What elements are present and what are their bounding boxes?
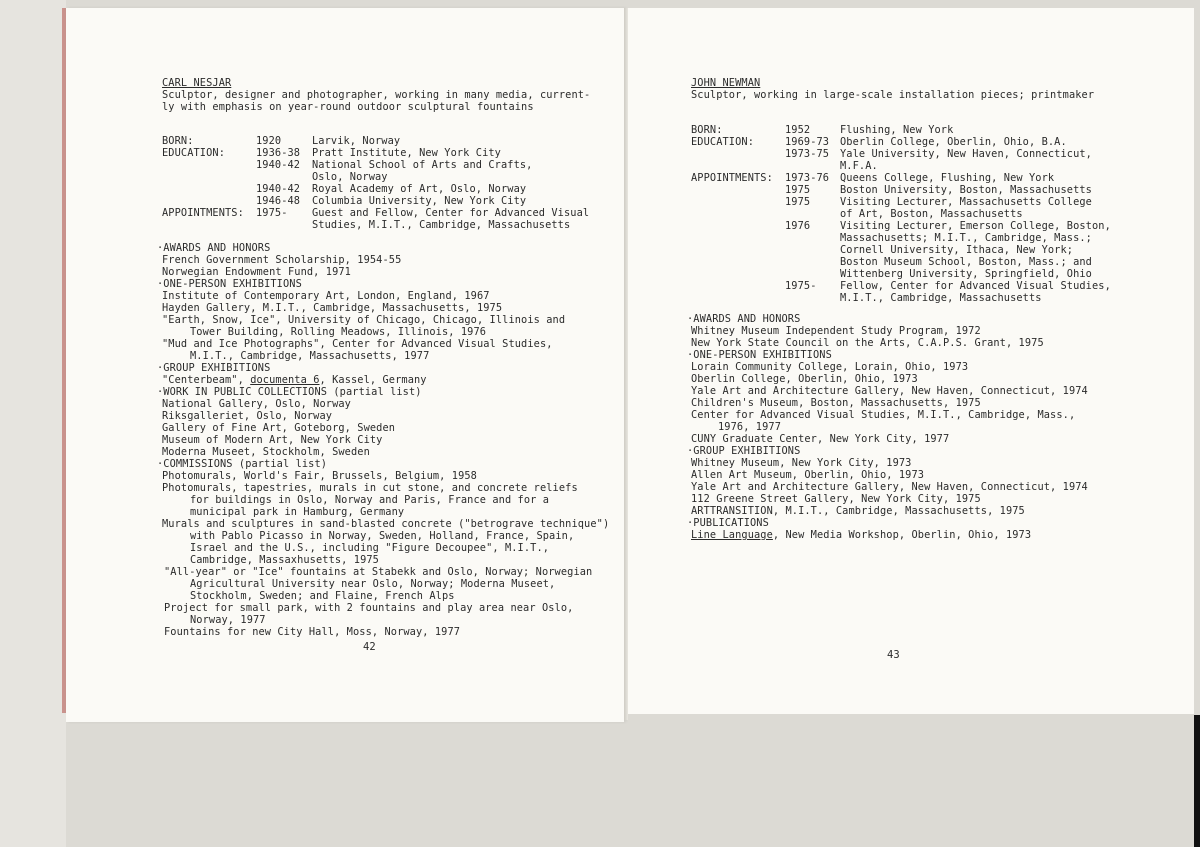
section-heading: ·ONE-PERSON EXHIBITIONS [157, 278, 302, 290]
artist-name: CARL NESJAR [162, 77, 232, 89]
section-heading: ·ONE-PERSON EXHIBITIONS [687, 349, 832, 361]
list-item: Museum of Modern Art, New York City [162, 434, 383, 446]
list-item-text: "Centerbeam", [162, 374, 251, 386]
list-item [162, 374, 427, 386]
list-item: Oberlin College, Oberlin, Ohio, 1973 [691, 373, 918, 385]
bio-text: M.F.A. [840, 160, 878, 172]
bio-year: 1976 [785, 220, 811, 232]
bio-text: Visiting Lecturer, Massachusetts College [840, 196, 1092, 208]
bio-text: Pratt Institute, New York City [312, 147, 501, 159]
list-item: Institute of Contemporary Art, London, England, 1967 [162, 290, 490, 302]
list-item: Riksgalleriet, Oslo, Norway [162, 410, 333, 422]
list-item: Yale Art and Architecture Gallery, New Haven, Connecticut, 1974 [691, 481, 1088, 493]
list-item-continuation: Norway, 1977 [190, 614, 266, 626]
bio-year: 1969-73 [785, 136, 830, 148]
page-left [66, 8, 624, 722]
section-heading: ·AWARDS AND HONORS [157, 242, 271, 254]
list-item: Center for Advanced Visual Studies, M.I.T., Cambridge, Mass., [691, 409, 1076, 421]
bio-year: 1975- [256, 207, 288, 219]
page-number: 42 [363, 641, 376, 653]
list-item: Photomurals, World's Fair, Brussels, Belgium, 1958 [162, 470, 477, 482]
bio-text: Fellow, Center for Advanced Visual Studies, [840, 280, 1111, 292]
bio-text: Royal Academy of Art, Oslo, Norway [312, 183, 527, 195]
bio-year: 1973-75 [785, 148, 830, 160]
bio-text: Massachusetts; M.I.T., Cambridge, Mass.; [840, 232, 1092, 244]
section-heading: ·WORK IN PUBLIC COLLECTIONS (partial list) [157, 386, 422, 398]
scan-edge-dark [1194, 715, 1200, 847]
list-item: French Government Scholarship, 1954-55 [162, 254, 402, 266]
artist-description-line: ly with emphasis on year-round outdoor sculptural fountains [162, 101, 534, 113]
bio-text: Boston Museum School, Boston, Mass.; and [840, 256, 1092, 268]
list-item: Project for small park, with 2 fountains and play area near Oslo, [164, 602, 574, 614]
bio-year: 1946-48 [256, 195, 301, 207]
bio-text: Guest and Fellow, Center for Advanced Visual [312, 207, 590, 219]
bio-year: 1975 [785, 184, 811, 196]
bio-label: BORN: [691, 124, 723, 136]
list-item: Children's Museum, Boston, Massachusetts, 1975 [691, 397, 981, 409]
bio-text: Visiting Lecturer, Emerson College, Boston, [840, 220, 1111, 232]
artist-description-line: Sculptor, designer and photographer, working in many media, current- [162, 89, 591, 101]
list-item-continuation: for buildings in Oslo, Norway and Paris, France and for a [190, 494, 550, 506]
section-heading: ·AWARDS AND HONORS [687, 313, 801, 325]
section-heading: ·PUBLICATIONS [687, 517, 769, 529]
bio-text: M.I.T., Cambridge, Massachusetts [840, 292, 1042, 304]
artist-name: JOHN NEWMAN [691, 77, 761, 89]
bio-year: 1940-42 [256, 183, 301, 195]
list-item-text: , New Media Workshop, Oberlin, Ohio, 1973 [772, 529, 1032, 541]
page-number: 43 [887, 649, 900, 661]
list-item: "All-year" or "Ice" fountains at Stabekk and Oslo, Norway; Norwegian [164, 566, 593, 578]
section-heading: ·GROUP EXHIBITIONS [157, 362, 271, 374]
list-item: Yale Art and Architecture Gallery, New Haven, Connecticut, 1974 [691, 385, 1088, 397]
section-heading: ·COMMISSIONS (partial list) [157, 458, 328, 470]
list-item: New York State Council on the Arts, C.A.P.S. Grant, 1975 [691, 337, 1044, 349]
bio-text: Boston University, Boston, Massachusetts [840, 184, 1092, 196]
bio-text: Flushing, New York [840, 124, 954, 136]
exhibition-title: documenta 6 [250, 374, 320, 386]
artist-description: Sculptor, working in large-scale installation pieces; printmaker [691, 89, 1095, 101]
bio-year: 1973-76 [785, 172, 830, 184]
bio-text: Columbia University, New York City [312, 195, 527, 207]
list-item: Allen Art Museum, Oberlin, Ohio, 1973 [691, 469, 925, 481]
list-item: Whitney Museum, New York City, 1973 [691, 457, 912, 469]
list-item: Fountains for new City Hall, Moss, Norway, 1977 [164, 626, 461, 638]
list-item-continuation: municipal park in Hamburg, Germany [190, 506, 405, 518]
bio-year: 1952 [785, 124, 811, 136]
list-item: "Earth, Snow, Ice", University of Chicago, Chicago, Illinois and [162, 314, 566, 326]
list-item: ARTTRANSITION, M.I.T., Cambridge, Massachusetts, 1975 [691, 505, 1025, 517]
bio-text: National School of Arts and Crafts, [312, 159, 533, 171]
list-item: 112 Greene Street Gallery, New York City, 1975 [691, 493, 981, 505]
publication-title: Line Language [691, 529, 773, 541]
bio-text: Wittenberg University, Springfield, Ohio [840, 268, 1092, 280]
list-item-text: , Kassel, Germany [319, 374, 427, 386]
list-item: Moderna Museet, Stockholm, Sweden [162, 446, 370, 458]
list-item: Lorain Community College, Lorain, Ohio, 1973 [691, 361, 969, 373]
bio-text: Studies, M.I.T., Cambridge, Massachusetts [312, 219, 571, 231]
bio-text: Oberlin College, Oberlin, Ohio, B.A. [840, 136, 1067, 148]
bio-text: Cornell University, Ithaca, New York; [840, 244, 1074, 256]
list-item: National Gallery, Oslo, Norway [162, 398, 351, 410]
list-item: Gallery of Fine Art, Goteborg, Sweden [162, 422, 396, 434]
bio-year: 1936-38 [256, 147, 301, 159]
bio-year: 1975- [785, 280, 817, 292]
bio-label: EDUCATION: [691, 136, 754, 148]
bio-label: EDUCATION: [162, 147, 225, 159]
list-item: Whitney Museum Independent Study Program, 1972 [691, 325, 981, 337]
bio-year: 1920 [256, 135, 282, 147]
list-item [691, 529, 1031, 541]
bio-text: Larvik, Norway [312, 135, 401, 147]
list-item-continuation: 1976, 1977 [718, 421, 781, 433]
bio-text: Yale University, New Haven, Connecticut, [840, 148, 1092, 160]
bio-label: APPOINTMENTS: [691, 172, 773, 184]
list-item-continuation: Agricultural University near Oslo, Norway; Moderna Museet, [190, 578, 556, 590]
bio-label: BORN: [162, 135, 194, 147]
list-item-continuation: Israel and the U.S., including "Figure Decoupee", M.I.T., [190, 542, 550, 554]
list-item: "Mud and Ice Photographs", Center for Advanced Visual Studies, [162, 338, 553, 350]
list-item: Norwegian Endowment Fund, 1971 [162, 266, 351, 278]
page-right [628, 8, 1194, 714]
list-item-continuation: Cambridge, Massaxhusetts, 1975 [190, 554, 379, 566]
bio-label: APPOINTMENTS: [162, 207, 244, 219]
scan-background-left [0, 0, 66, 847]
section-heading: ·GROUP EXHIBITIONS [687, 445, 801, 457]
bio-year: 1975 [785, 196, 811, 208]
list-item-continuation: Tower Building, Rolling Meadows, Illinois, 1976 [190, 326, 487, 338]
list-item: Photomurals, tapestries, murals in cut stone, and concrete reliefs [162, 482, 578, 494]
bio-year: 1940-42 [256, 159, 301, 171]
list-item: Murals and sculptures in sand-blasted concrete ("betrograve technique") [162, 518, 610, 530]
list-item-continuation: with Pablo Picasso in Norway, Sweden, Holland, France, Spain, [190, 530, 575, 542]
list-item: Hayden Gallery, M.I.T., Cambridge, Massachusetts, 1975 [162, 302, 503, 314]
list-item-continuation: M.I.T., Cambridge, Massachusetts, 1977 [190, 350, 430, 362]
bio-text: Oslo, Norway [312, 171, 388, 183]
list-item: CUNY Graduate Center, New York City, 1977 [691, 433, 950, 445]
bio-text: Queens College, Flushing, New York [840, 172, 1055, 184]
list-item-continuation: Stockholm, Sweden; and Flaine, French Alps [190, 590, 455, 602]
bio-text: of Art, Boston, Massachusetts [840, 208, 1023, 220]
